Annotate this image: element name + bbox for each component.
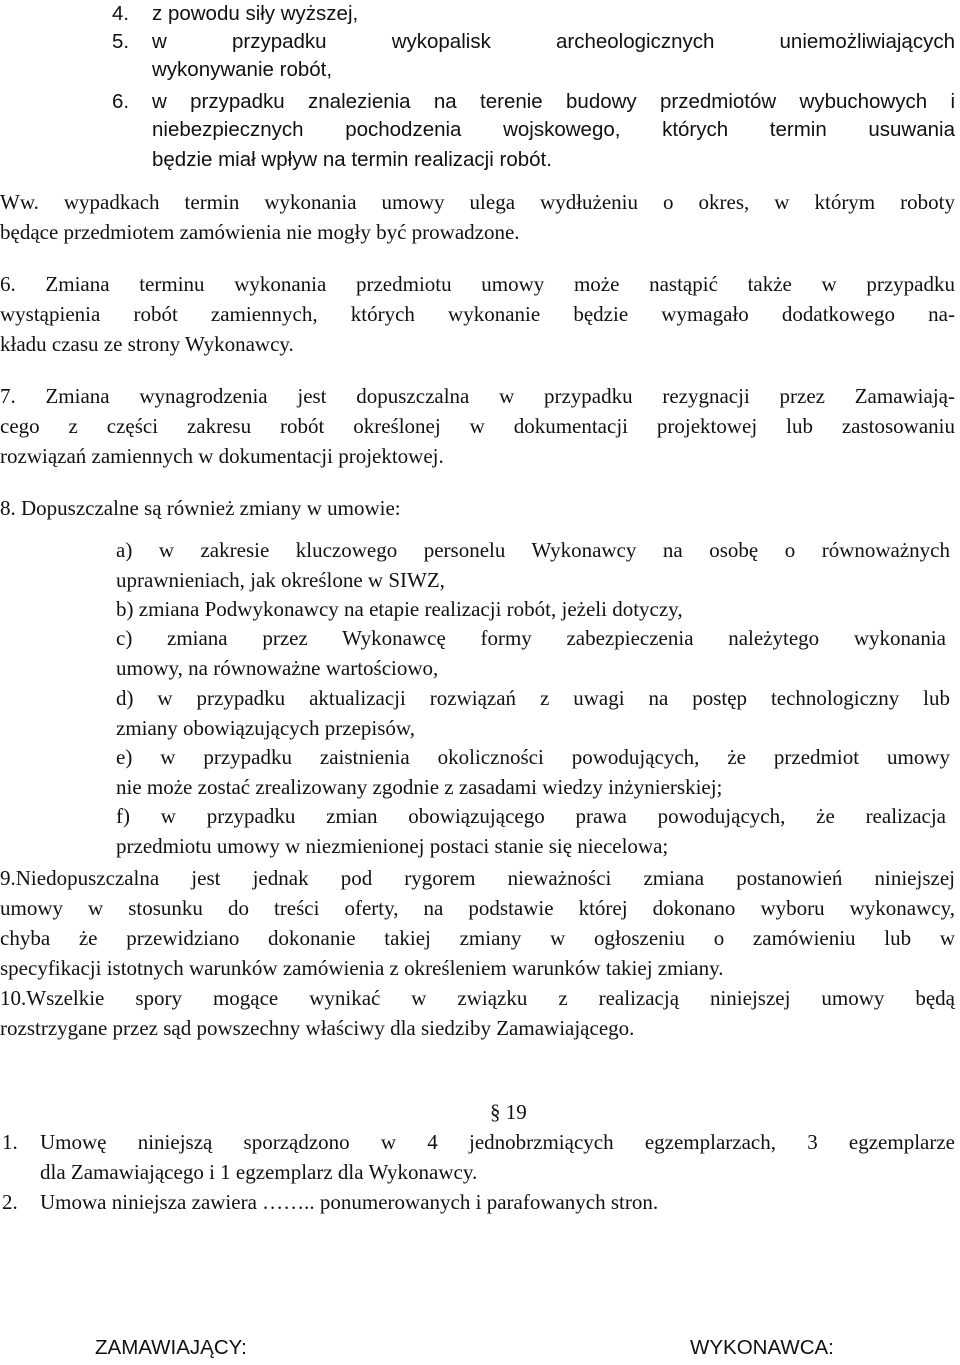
section-heading: § 19 <box>490 1100 527 1124</box>
paragraph-line: 9.Niedopuszczalna jest jednak pod rygorem nieważności zmiana postanowień niniejszej <box>0 866 955 890</box>
list-item-text: Umowę niniejszą sporządzono w 4 jednobrzmiących egzemplarzach, 3 egzemplarze <box>40 1130 955 1154</box>
paragraph-line: kładu czasu ze strony Wykonawcy. <box>0 332 294 356</box>
list-item-text: dla Zamawiającego i 1 egzemplarz dla Wykonawcy. <box>40 1160 478 1184</box>
sub-item-line: przedmiotu umowy w niezmienionej postaci stanie się niecelowa; <box>116 834 669 858</box>
list-item-number: 6. <box>112 90 130 113</box>
paragraph-line: Ww. wypadkach termin wykonania umowy ulega wydłużeniu o okres, w którym roboty <box>0 190 955 214</box>
paragraph-line: 6. Zmiana terminu wykonania przedmiotu umowy może nastąpić także w przypadku <box>0 272 955 296</box>
paragraph-line: rozwiązań zamiennych w dokumentacji projektowej. <box>0 444 444 468</box>
paragraph-line: specyfikacji istotnych warunków zamówienia z określeniem warunków takiej zmiany. <box>0 956 724 980</box>
list-item-number: 2. <box>2 1190 18 1214</box>
sub-item-line: uprawnieniach, jak określone w SIWZ, <box>116 568 445 592</box>
list-item-text: będzie miał wpływ na termin realizacji robót. <box>152 148 552 171</box>
list-item-text: w przypadku znalezienia na terenie budowy przedmiotów wybuchowych i <box>152 90 955 113</box>
list-item-number: 1. <box>2 1130 18 1154</box>
list-item-text: Umowa niniejsza zawiera …….. ponumerowanych i parafowanych stron. <box>40 1190 659 1214</box>
sub-item-line: f) w przypadku zmian obowiązującego prawa powodujących, że realizacja <box>116 804 946 828</box>
sub-item-line: nie może zostać zrealizowany zgodnie z zasadami wiedzy inżynierskiej; <box>116 775 723 799</box>
paragraph-line: będące przedmiotem zamówienia nie mogły być prowadzone. <box>0 220 520 244</box>
sub-item-line: a) w zakresie kluczowego personelu Wykonawcy na osobę o równoważnych <box>116 538 950 562</box>
list-item-text: z powodu siły wyższej, <box>152 2 359 25</box>
paragraph-heading: 8. Dopuszczalne są również zmiany w umowie: <box>0 496 401 520</box>
sub-item-line: d) w przypadku aktualizacji rozwiązań z uwagi na postęp technologiczny lub <box>116 686 950 710</box>
paragraph-line: 7. Zmiana wynagrodzenia jest dopuszczalna w przypadku rezygnacji przez Zamawiają- <box>0 384 955 408</box>
list-item-text: niebezpiecznych pochodzenia wojskowego, których termin usuwania <box>152 118 955 141</box>
sub-item-line: b) zmiana Podwykonawcy na etapie realizacji robót, jeżeli dotyczy, <box>116 597 683 621</box>
signature-left: ZAMAWIAJĄCY: <box>95 1336 247 1359</box>
list-item-text: w przypadku wykopalisk archeologicznych uniemożliwiających <box>152 30 955 53</box>
paragraph-line: rozstrzygane przez sąd powszechny właściwy dla siedziby Zamawiającego. <box>0 1016 635 1040</box>
paragraph-line: umowy w stosunku do treści oferty, na podstawie której dokonano wyboru wykonawcy, <box>0 896 955 920</box>
paragraph-line: wystąpienia robót zamiennych, których wykonanie będzie wymagało dodatkowego na- <box>0 302 955 326</box>
list-item-text: wykonywanie robót, <box>152 58 333 81</box>
sub-item-line: umowy, na równoważne wartościowo, <box>116 656 439 680</box>
sub-item-line: e) w przypadku zaistnienia okoliczności powodujących, że przedmiot umowy <box>116 745 950 769</box>
sub-item-line: zmiany obowiązujących przepisów, <box>116 716 415 740</box>
list-item-number: 5. <box>112 30 130 53</box>
sub-item-line: c) zmiana przez Wykonawcę formy zabezpieczenia należytego wykonania <box>116 626 946 650</box>
paragraph-line: 10.Wszelkie spory mogące wynikać w związku z realizacją niniejszej umowy będą <box>0 986 955 1010</box>
paragraph-line: chyba że przewidziano dokonanie takiej zmiany w ogłoszeniu o zamówieniu lub w <box>0 926 955 950</box>
paragraph-line: cego z części zakresu robót określonej w dokumentacji projektowej lub zastosowaniu <box>0 414 955 438</box>
signature-right: WYKONAWCA: <box>690 1336 834 1359</box>
list-item-number: 4. <box>112 2 130 25</box>
